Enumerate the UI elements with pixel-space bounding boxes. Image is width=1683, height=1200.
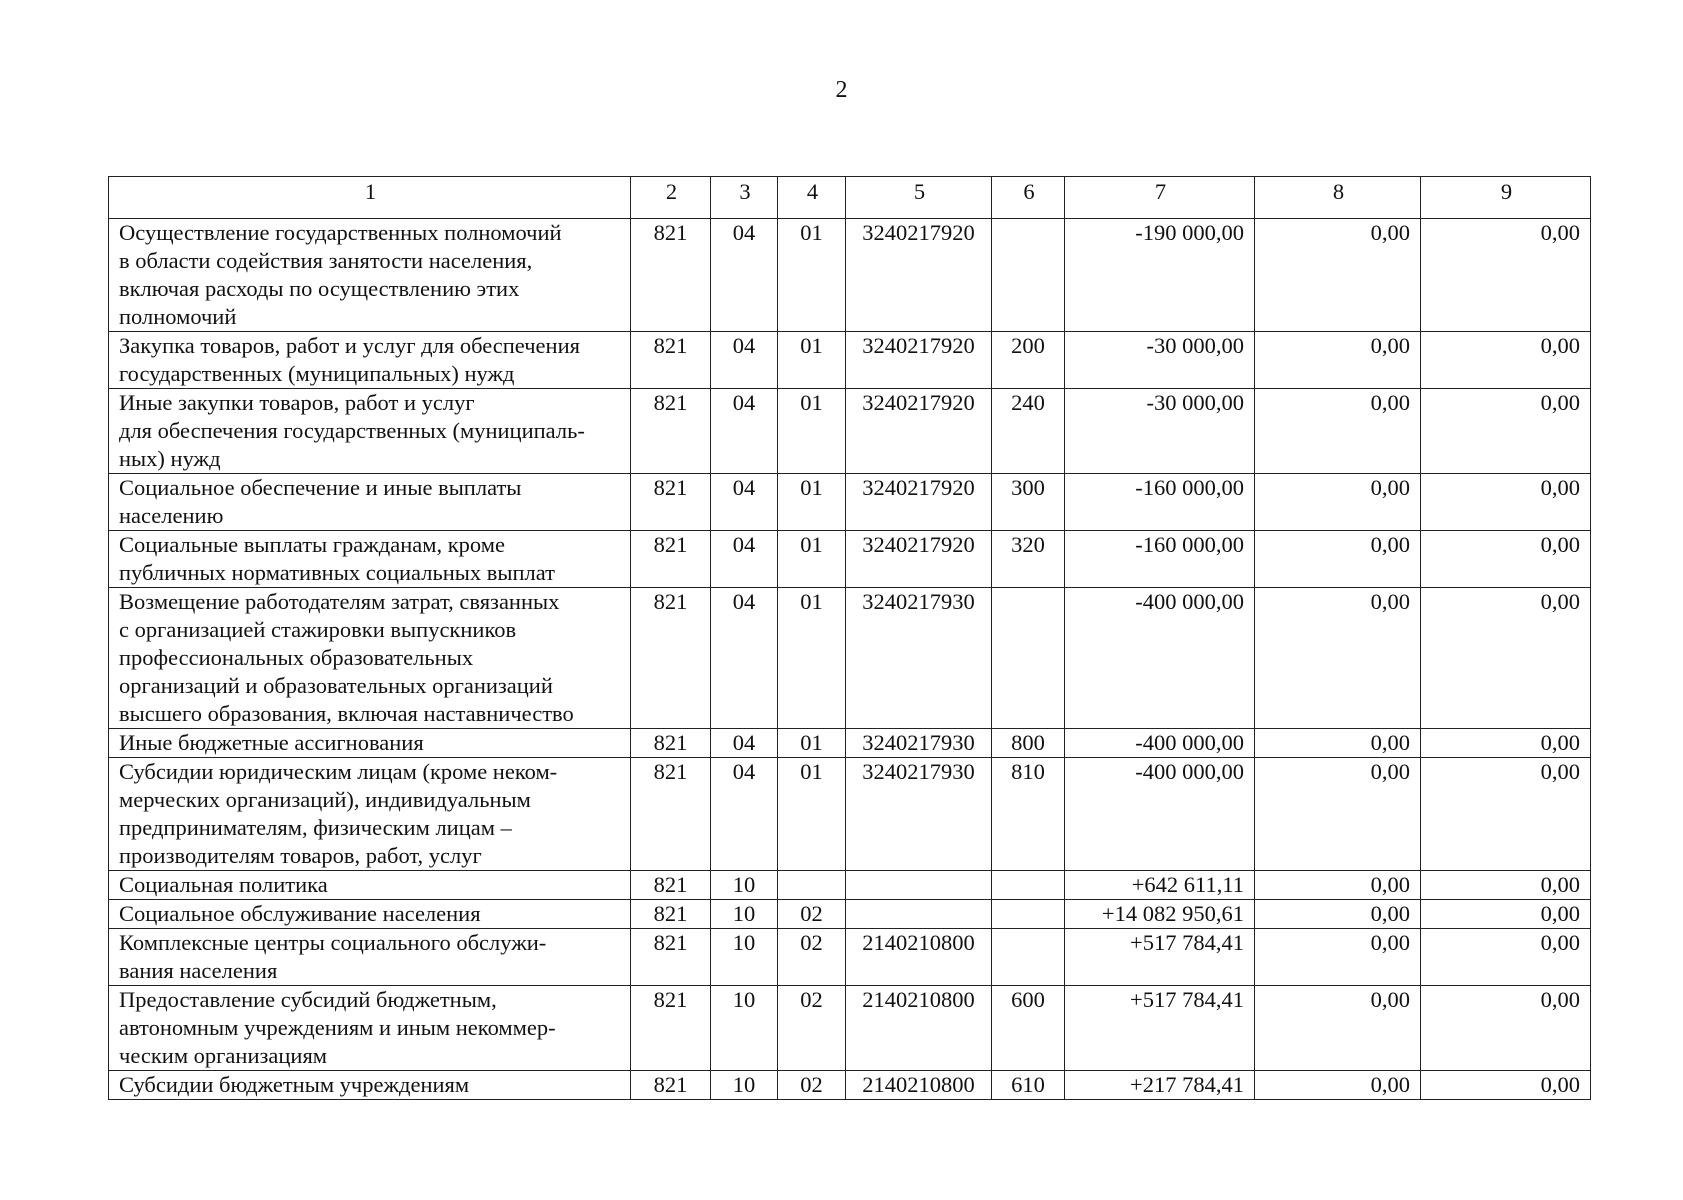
- row-name-cell: [109, 758, 631, 871]
- target-article-cell: 2140210800: [846, 929, 992, 986]
- amount-col8-cell: 0,00: [1255, 758, 1421, 871]
- row-name-line: высшего образования, включая наставничество: [119, 701, 574, 726]
- amount-col8-cell: 0,00: [1255, 871, 1421, 900]
- subsection-code-cell: 02: [778, 986, 846, 1071]
- amount-col9-cell: 0,00: [1421, 588, 1591, 729]
- target-article-cell: 2140210800: [846, 986, 992, 1071]
- target-article-cell: 3240217920: [846, 531, 992, 588]
- table-row: [109, 986, 1591, 1071]
- row-name-line: с организацией стажировки выпускников: [119, 617, 517, 642]
- row-name-line: мерческих организаций), индивидуальным: [119, 787, 531, 812]
- row-name-cell: [109, 531, 631, 588]
- target-article-cell: 3240217920: [846, 389, 992, 474]
- row-name-line: Субсидии юридическим лицам (кроме неком-: [119, 759, 558, 784]
- expense-type-cell: [992, 219, 1065, 332]
- row-name-cell: [109, 1071, 631, 1100]
- target-article-cell: 2140210800: [846, 1071, 992, 1100]
- amount-col9-cell: 0,00: [1421, 871, 1591, 900]
- row-name-line: вания населения: [119, 958, 278, 983]
- grbs-code-cell: 821: [631, 729, 711, 758]
- subsection-code-cell: 01: [778, 588, 846, 729]
- header-row: [109, 177, 1591, 219]
- header-cell-6: 6: [992, 177, 1065, 219]
- amount-col8-cell: 0,00: [1255, 531, 1421, 588]
- amount-col8-cell: 0,00: [1255, 929, 1421, 986]
- section-code-cell: 04: [711, 219, 778, 332]
- row-name-cell: [109, 332, 631, 389]
- header-cell-9: 9: [1421, 177, 1591, 219]
- expense-type-cell: 800: [992, 729, 1065, 758]
- grbs-code-cell: 821: [631, 332, 711, 389]
- budget-table: [108, 176, 1591, 1100]
- expense-type-cell: 810: [992, 758, 1065, 871]
- row-name-line: Осуществление государственных полномочий: [119, 220, 562, 245]
- grbs-code-cell: 821: [631, 219, 711, 332]
- target-article-cell: 3240217930: [846, 588, 992, 729]
- amount-col9-cell: 0,00: [1421, 389, 1591, 474]
- amount-col8-cell: 0,00: [1255, 729, 1421, 758]
- section-code-cell: 10: [711, 1071, 778, 1100]
- row-name-line: Социальное обеспечение и иные выплаты: [119, 475, 522, 500]
- page-number: 2: [835, 77, 848, 103]
- row-name-line: включая расходы по осуществлению этих: [119, 276, 520, 301]
- section-code-cell: 04: [711, 729, 778, 758]
- section-code-cell: 04: [711, 758, 778, 871]
- table-row: [109, 389, 1591, 474]
- subsection-code-cell: [778, 871, 846, 900]
- expense-type-cell: 240: [992, 389, 1065, 474]
- grbs-code-cell: 821: [631, 900, 711, 929]
- amount-col7-cell: -400 000,00: [1065, 758, 1255, 871]
- amount-col8-cell: 0,00: [1255, 389, 1421, 474]
- row-name-line: Субсидии бюджетным учреждениям: [119, 1072, 470, 1097]
- amount-col7-cell: +517 784,41: [1065, 986, 1255, 1071]
- subsection-code-cell: 01: [778, 219, 846, 332]
- row-name-line: полномочий: [119, 304, 237, 329]
- expense-type-cell: [992, 900, 1065, 929]
- grbs-code-cell: 821: [631, 531, 711, 588]
- table-row: [109, 332, 1591, 389]
- row-name-line: Возмещение работодателям затрат, связанных: [119, 589, 560, 614]
- row-name-line: Комплексные центры социального обслужи-: [119, 930, 547, 955]
- amount-col8-cell: 0,00: [1255, 1071, 1421, 1100]
- row-name-cell: [109, 929, 631, 986]
- header-cell-2: 2: [631, 177, 711, 219]
- table-row: [109, 929, 1591, 986]
- table-row: [109, 588, 1591, 729]
- amount-col9-cell: 0,00: [1421, 1071, 1591, 1100]
- header-cell-3: 3: [711, 177, 778, 219]
- row-name-line: для обеспечения государственных (муниципаль-: [119, 418, 585, 443]
- section-code-cell: 04: [711, 389, 778, 474]
- section-code-cell: 04: [711, 332, 778, 389]
- amount-col9-cell: 0,00: [1421, 531, 1591, 588]
- row-name-cell: [109, 900, 631, 929]
- amount-col9-cell: 0,00: [1421, 986, 1591, 1071]
- subsection-code-cell: 01: [778, 758, 846, 871]
- expense-type-cell: 610: [992, 1071, 1065, 1100]
- amount-col7-cell: +14 082 950,61: [1065, 900, 1255, 929]
- expense-type-cell: [992, 588, 1065, 729]
- section-code-cell: 04: [711, 474, 778, 531]
- target-article-cell: [846, 900, 992, 929]
- amount-col9-cell: 0,00: [1421, 729, 1591, 758]
- table-row: [109, 474, 1591, 531]
- section-code-cell: 04: [711, 531, 778, 588]
- row-name-line: Иные бюджетные ассигнования: [119, 730, 424, 755]
- row-name-cell: [109, 986, 631, 1071]
- amount-col7-cell: +217 784,41: [1065, 1071, 1255, 1100]
- amount-col7-cell: -400 000,00: [1065, 729, 1255, 758]
- amount-col9-cell: 0,00: [1421, 900, 1591, 929]
- table-row: [109, 900, 1591, 929]
- amount-col7-cell: -30 000,00: [1065, 389, 1255, 474]
- expense-type-cell: 200: [992, 332, 1065, 389]
- amount-col7-cell: -190 000,00: [1065, 219, 1255, 332]
- amount-col8-cell: 0,00: [1255, 332, 1421, 389]
- target-article-cell: 3240217920: [846, 219, 992, 332]
- row-name-line: населению: [119, 503, 224, 528]
- amount-col9-cell: 0,00: [1421, 758, 1591, 871]
- grbs-code-cell: 821: [631, 474, 711, 531]
- header-cell-4: 4: [778, 177, 846, 219]
- row-name-line: Иные закупки товаров, работ и услуг: [119, 390, 475, 415]
- expense-type-cell: 600: [992, 986, 1065, 1071]
- amount-col9-cell: 0,00: [1421, 929, 1591, 986]
- subsection-code-cell: 02: [778, 900, 846, 929]
- amount-col7-cell: -160 000,00: [1065, 531, 1255, 588]
- amount-col8-cell: 0,00: [1255, 986, 1421, 1071]
- amount-col8-cell: 0,00: [1255, 900, 1421, 929]
- amount-col8-cell: 0,00: [1255, 588, 1421, 729]
- row-name-line: ческим организациям: [119, 1043, 328, 1068]
- header-cell-5: 5: [846, 177, 992, 219]
- expense-type-cell: 320: [992, 531, 1065, 588]
- row-name-line: производителям товаров, работ, услуг: [119, 843, 482, 868]
- row-name-line: Социальное обслуживание населения: [119, 901, 481, 926]
- amount-col9-cell: 0,00: [1421, 474, 1591, 531]
- row-name-line: публичных нормативных социальных выплат: [119, 560, 555, 585]
- expense-type-cell: [992, 871, 1065, 900]
- subsection-code-cell: 01: [778, 389, 846, 474]
- amount-col8-cell: 0,00: [1255, 219, 1421, 332]
- grbs-code-cell: 821: [631, 929, 711, 986]
- row-name-line: Закупка товаров, работ и услуг для обеспечения: [119, 333, 580, 358]
- section-code-cell: 10: [711, 929, 778, 986]
- row-name-line: Предоставление субсидий бюджетным,: [119, 987, 497, 1012]
- subsection-code-cell: 01: [778, 531, 846, 588]
- table-body: [109, 177, 1591, 1100]
- header-cell-1: 1: [109, 177, 631, 219]
- subsection-code-cell: 01: [778, 729, 846, 758]
- row-name-line: Социальная политика: [119, 872, 328, 897]
- section-code-cell: 10: [711, 871, 778, 900]
- subsection-code-cell: 02: [778, 929, 846, 986]
- amount-col7-cell: -160 000,00: [1065, 474, 1255, 531]
- amount-col9-cell: 0,00: [1421, 219, 1591, 332]
- target-article-cell: 3240217930: [846, 758, 992, 871]
- row-name-cell: [109, 729, 631, 758]
- expense-type-cell: 300: [992, 474, 1065, 531]
- grbs-code-cell: 821: [631, 986, 711, 1071]
- amount-col7-cell: +642 611,11: [1065, 871, 1255, 900]
- table-row: [109, 219, 1591, 332]
- section-code-cell: 04: [711, 588, 778, 729]
- grbs-code-cell: 821: [631, 758, 711, 871]
- row-name-line: организаций и образовательных организаций: [119, 673, 553, 698]
- amount-col7-cell: +517 784,41: [1065, 929, 1255, 986]
- row-name-line: в области содействия занятости населения,: [119, 248, 533, 273]
- amount-col7-cell: -400 000,00: [1065, 588, 1255, 729]
- table-row: [109, 758, 1591, 871]
- grbs-code-cell: 821: [631, 389, 711, 474]
- header-cell-7: 7: [1065, 177, 1255, 219]
- target-article-cell: 3240217920: [846, 474, 992, 531]
- expense-type-cell: [992, 929, 1065, 986]
- section-code-cell: 10: [711, 986, 778, 1071]
- header-cell-8: 8: [1255, 177, 1421, 219]
- section-code-cell: 10: [711, 900, 778, 929]
- row-name-cell: [109, 588, 631, 729]
- amount-col7-cell: -30 000,00: [1065, 332, 1255, 389]
- table-row: [109, 729, 1591, 758]
- target-article-cell: 3240217920: [846, 332, 992, 389]
- target-article-cell: 3240217930: [846, 729, 992, 758]
- amount-col8-cell: 0,00: [1255, 474, 1421, 531]
- table-row: [109, 531, 1591, 588]
- amount-col9-cell: 0,00: [1421, 332, 1591, 389]
- row-name-cell: [109, 474, 631, 531]
- table-row: [109, 1071, 1591, 1100]
- row-name-line: государственных (муниципальных) нужд: [119, 361, 515, 386]
- grbs-code-cell: 821: [631, 1071, 711, 1100]
- row-name-line: ных) нужд: [119, 446, 221, 471]
- row-name-cell: [109, 871, 631, 900]
- row-name-cell: [109, 219, 631, 332]
- grbs-code-cell: 821: [631, 871, 711, 900]
- row-name-line: автономным учреждениям и иным некоммер-: [119, 1015, 556, 1040]
- table-row: [109, 871, 1591, 900]
- subsection-code-cell: 02: [778, 1071, 846, 1100]
- row-name-line: профессиональных образовательных: [119, 645, 474, 670]
- target-article-cell: [846, 871, 992, 900]
- subsection-code-cell: 01: [778, 474, 846, 531]
- grbs-code-cell: 821: [631, 588, 711, 729]
- row-name-line: Социальные выплаты гражданам, кроме: [119, 532, 505, 557]
- subsection-code-cell: 01: [778, 332, 846, 389]
- row-name-line: предпринимателям, физическим лицам –: [119, 815, 512, 840]
- row-name-cell: [109, 389, 631, 474]
